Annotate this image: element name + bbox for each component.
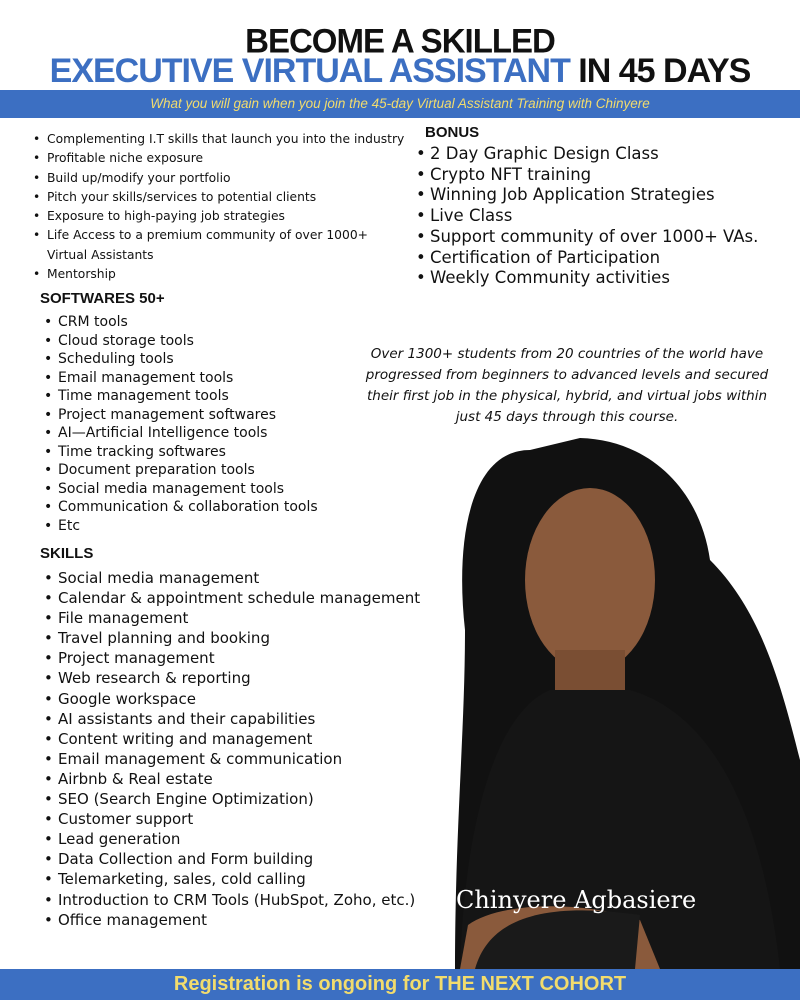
list-item: • Lead generation [44, 829, 420, 849]
list-item: • Social media management tools [44, 480, 318, 499]
list-item: • Introduction to CRM Tools (HubSpot, Zoho, etc.) [44, 890, 420, 910]
bonus-list [416, 144, 758, 289]
testimonial-text: Over 1300+ students from 20 countries of the world have progressed from beginners to advanced levels and secured their first job in the physical, hybrid, and virtual jobs within just 45 days through this course. [365, 346, 769, 425]
list-item: • Exposure to high-paying job strategies [33, 207, 404, 226]
list-item: • AI—Artificial Intelligence tools [44, 424, 318, 443]
list-item: • Time management tools [44, 387, 318, 406]
list-item: • Email management & communication [44, 749, 420, 769]
presenter-name: Chinyere Agbasiere [456, 886, 697, 914]
list-item: • Email management tools [44, 369, 318, 388]
list-item: • Telemarketing, sales, cold calling [44, 869, 420, 889]
list-item: • Project management [44, 648, 420, 668]
softwares-list [44, 313, 318, 535]
list-item: • Web research & reporting [44, 668, 420, 688]
list-item: • Time tracking softwares [44, 443, 318, 462]
list-item: • Crypto NFT training [416, 165, 758, 186]
list-item: • Cloud storage tools [44, 332, 318, 351]
gains-list [33, 130, 404, 284]
list-item: • Office management [44, 910, 420, 930]
list-item: • Document preparation tools [44, 461, 318, 480]
list-item: • Data Collection and Form building [44, 849, 420, 869]
softwares-heading: SOFTWARES 50+ [40, 290, 165, 307]
face-shape [525, 488, 655, 672]
list-item: • CRM tools [44, 313, 318, 332]
list-item: • Calendar & appointment schedule management [44, 588, 420, 608]
list-item: • Complementing I.T skills that launch you into the industry [33, 130, 404, 149]
list-item: • Support community of over 1000+ VAs. [416, 227, 758, 248]
list-item: • Travel planning and booking [44, 628, 420, 648]
registration-banner: Registration is ongoing for THE NEXT COHORT [0, 969, 800, 1000]
headline-line1: BECOME A SKILLED [245, 21, 555, 60]
list-item: • Airbnb & Real estate [44, 769, 420, 789]
list-item: • Life Access to a premium community of over 1000+ Virtual Assistants [33, 226, 403, 265]
list-item: • Build up/modify your portfolio [33, 169, 404, 188]
list-item: • Social media management [44, 568, 420, 588]
list-item: • Certification of Participation [416, 248, 758, 269]
list-item: • Live Class [416, 206, 758, 227]
list-item: • File management [44, 608, 420, 628]
headline-suffix: IN 45 DAYS [569, 52, 751, 90]
list-item: • Project management softwares [44, 406, 318, 425]
list-item: • Weekly Community activities [416, 268, 758, 289]
list-item: • Scheduling tools [44, 350, 318, 369]
list-item: • Google workspace [44, 689, 420, 709]
list-item: • Winning Job Application Strategies [416, 185, 758, 206]
list-item: • Profitable niche exposure [33, 149, 404, 168]
list-item: • SEO (Search Engine Optimization) [44, 789, 420, 809]
subtitle-banner: What you will gain when you join the 45-day Virtual Assistant Training with Chinyere [0, 90, 800, 118]
list-item: • 2 Day Graphic Design Class [416, 144, 758, 165]
bonus-heading: BONUS [425, 124, 480, 141]
skills-list [44, 568, 420, 930]
headline-line2 [0, 52, 800, 91]
list-item: • Etc [44, 517, 318, 536]
list-item: • Mentorship [33, 265, 404, 284]
list-item: • Pitch your skills/services to potential clients [33, 188, 404, 207]
list-item: • Customer support [44, 809, 420, 829]
skills-heading: SKILLS [40, 545, 94, 562]
list-item: • AI assistants and their capabilities [44, 709, 420, 729]
headline-highlight: EXECUTIVE VIRTUAL ASSISTANT [49, 52, 570, 90]
list-item: • Communication & collaboration tools [44, 498, 318, 517]
list-item: • Content writing and management [44, 729, 420, 749]
